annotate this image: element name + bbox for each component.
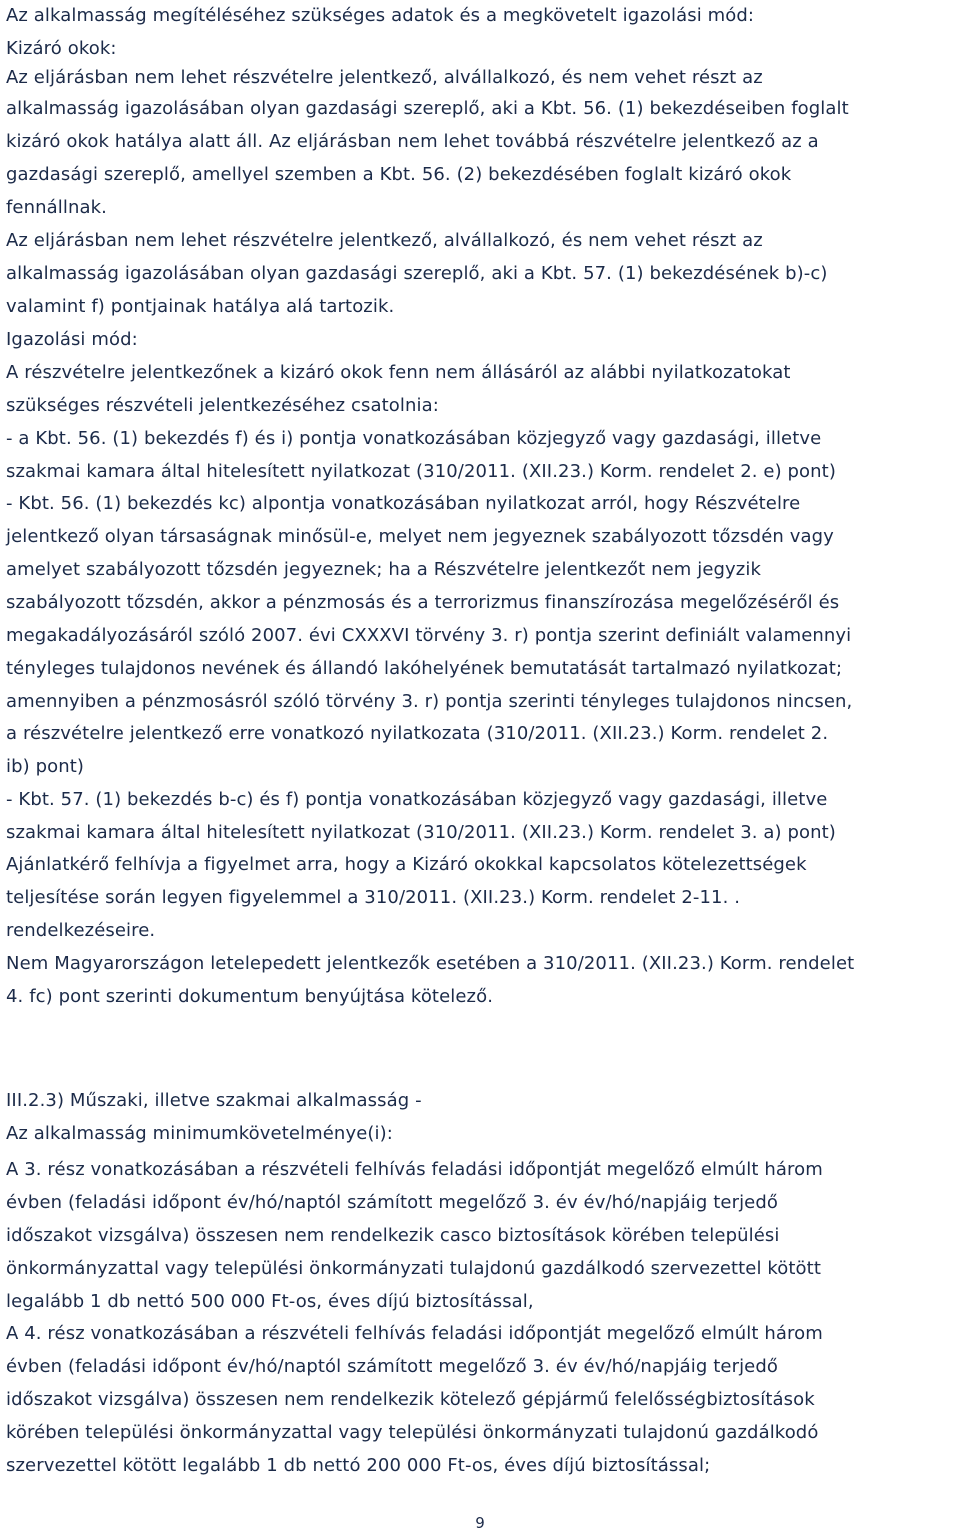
text-line: önkormányzattal vagy települési önkormányzati tulajdonú gazdálkodó szervezettel kötött [6,1258,821,1279]
text-line: amelyet szabályozott tőzsdén jegyeznek; ha a Részvételre jelentkezőt nem jegyzik [6,559,761,580]
text-line: alkalmasság igazolásában olyan gazdasági szereplő, aki a Kbt. 56. (1) bekezdéseiben foglalt [6,98,849,119]
text-line: szakmai kamara által hitelesített nyilatkozat (310/2011. (XII.23.) Korm. rendelet 3. a) pont) [6,822,836,843]
text-line: megakadályozásáról szóló 2007. évi CXXXVI törvény 3. r) pontja szerint definiált valamennyi [6,625,852,646]
text-line: 4. fc) pont szerinti dokumentum benyújtása kötelező. [6,986,494,1007]
text-line: jelentkező olyan társaságnak minősül-e, melyet nem jegyeznek szabályozott tőzsdén vagy [6,526,834,547]
text-line: alkalmasság igazolásában olyan gazdasági szereplő, aki a Kbt. 57. (1) bekezdésének b)-c) [6,263,828,284]
text-line: Nem Magyarországon letelepedett jelentkezők esetében a 310/2011. (XII.23.) Korm. rendelet [6,953,855,974]
text-line: Az eljárásban nem lehet részvételre jelentkező, alvállalkozó, és nem vehet részt az [6,230,763,251]
text-line: kizáró okok hatálya alatt áll. Az eljárásban nem lehet továbbá részvételre jelentkező az a [6,131,819,152]
text-line: Ajánlatkérő felhívja a figyelmet arra, hogy a Kizáró okokkal kapcsolatos kötelezettségek [6,854,807,875]
text-line: Az alkalmasság megítéléséhez szükséges adatok és a megkövetelt igazolási mód: [6,5,755,26]
text-line: Kizáró okok: [6,38,117,59]
text-line: rendelkezéseire. [6,920,156,941]
text-line: szervezettel kötött legalább 1 db nettó 200 000 Ft-os, éves díjú biztosítással; [6,1455,711,1476]
text-line: Az eljárásban nem lehet részvételre jelentkező, alvállalkozó, és nem vehet részt az [6,67,763,88]
text-line: fennállnak. [6,197,107,218]
section-heading: III.2.3) Műszaki, illetve szakmai alkalmasság - [6,1090,422,1111]
text-line: Igazolási mód: [6,329,138,350]
text-line: A részvételre jelentkezőnek a kizáró okok fenn nem állásáról az alábbi nyilatkozatokat [6,362,791,383]
text-line: legalább 1 db nettó 500 000 Ft-os, éves díjú biztosítással, [6,1291,534,1312]
text-line: amennyiben a pénzmosásról szóló törvény 3. r) pontja szerinti tényleges tulajdonos nincsen, [6,691,853,712]
text-line: tényleges tulajdonos nevének és állandó lakóhelyének bemutatását tartalmazó nyilatkozat; [6,658,843,679]
text-line: - a Kbt. 56. (1) bekezdés f) és i) pontja vonatkozásában közjegyző vagy gazdasági, illetve [6,428,822,449]
text-line: szabályozott tőzsdén, akkor a pénzmosás és a terrorizmus finanszírozása megelőzéséről és [6,592,840,613]
text-line: - Kbt. 56. (1) bekezdés kc) alpontja vonatkozásában nyilatkozat arról, hogy Részvételre [6,493,801,514]
text-line: valamint f) pontjainak hatálya alá tartozik. [6,296,395,317]
text-line: a részvételre jelentkező erre vonatkozó nyilatkozata (310/2011. (XII.23.) Korm. rendelet 2. [6,723,829,744]
text-line: időszakot vizsgálva) összesen nem rendelkezik casco biztosítások körében települési [6,1225,780,1246]
text-line: A 3. rész vonatkozásában a részvételi felhívás feladási időpontját megelőző elmúlt három [6,1159,823,1180]
text-line: szakmai kamara által hitelesített nyilatkozat (310/2011. (XII.23.) Korm. rendelet 2. e) pont) [6,461,836,482]
page-number: 9 [475,1514,485,1532]
text-line: szükséges részvételi jelentkezéséhez csatolnia: [6,395,439,416]
text-line: időszakot vizsgálva) összesen nem rendelkezik kötelező gépjármű felelősségbiztosítások [6,1389,815,1410]
text-line: évben (feladási időpont év/hó/naptól számított megelőző 3. év év/hó/napjáig terjedő [6,1356,778,1377]
text-line: A 4. rész vonatkozásában a részvételi felhívás feladási időpontját megelőző elmúlt három [6,1323,823,1344]
text-line: körében települési önkormányzattal vagy települési önkormányzati tulajdonú gazdálkodó [6,1422,819,1443]
text-line: évben (feladási időpont év/hó/naptól számított megelőző 3. év év/hó/napjáig terjedő [6,1192,778,1213]
text-line: gazdasági szereplő, amellyel szemben a Kbt. 56. (2) bekezdésében foglalt kizáró okok [6,164,792,185]
text-line: Az alkalmasság minimumkövetelménye(i): [6,1123,393,1144]
text-line: - Kbt. 57. (1) bekezdés b-c) és f) pontja vonatkozásában közjegyző vagy gazdasági, illetve [6,789,828,810]
text-line: ib) pont) [6,756,84,777]
text-line: teljesítése során legyen figyelemmel a 310/2011. (XII.23.) Korm. rendelet 2-11. . [6,887,741,908]
